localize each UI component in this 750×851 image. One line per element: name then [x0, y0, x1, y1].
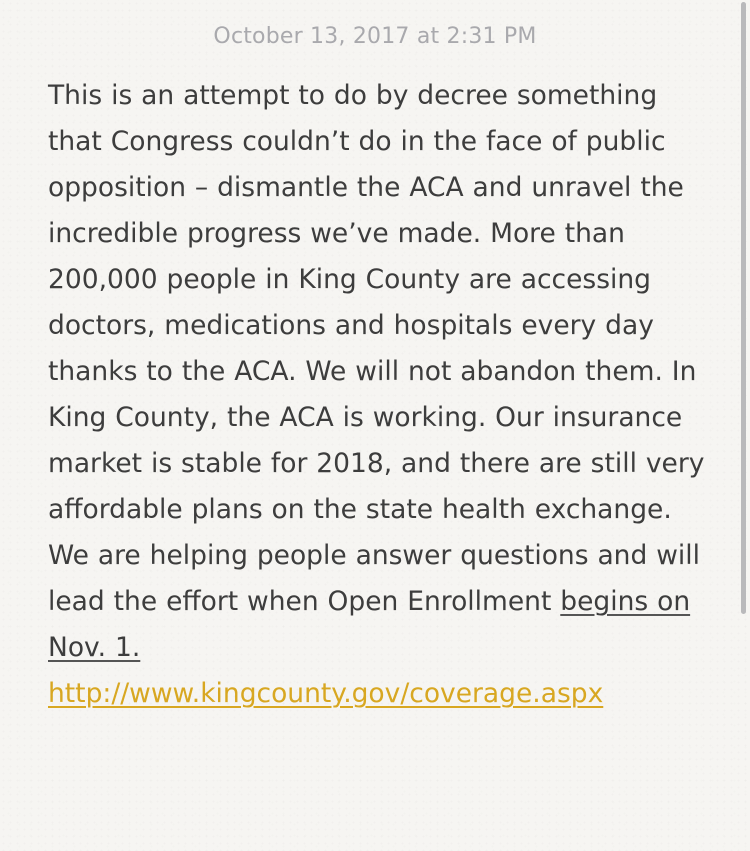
- note-body-text: This is an attempt to do by decree something that Congress couldn’t do in the face of public opposition – dismantle the ACA and unravel the incredible progress we’ve made. More than 200,000 people in King County are accessing doctors, medications and hospitals every day thanks to the ACA. We will not abandon them. In King County, the ACA is working. Our insurance market is stable for 2018, and there are still very affordable plans on the state health exchange. We are helping people answer questions and will lead the effort when Open Enrollment: [48, 80, 705, 617]
- note-timestamp: October 13, 2017 at 2:31 PM: [213, 24, 537, 49]
- note-body[interactable]: [48, 73, 718, 717]
- coverage-link[interactable]: http://www.kingcounty.gov/coverage.aspx: [48, 678, 604, 709]
- enrollment-date-text: begins on Nov. 1.: [48, 586, 691, 663]
- scrollbar[interactable]: [741, 2, 746, 614]
